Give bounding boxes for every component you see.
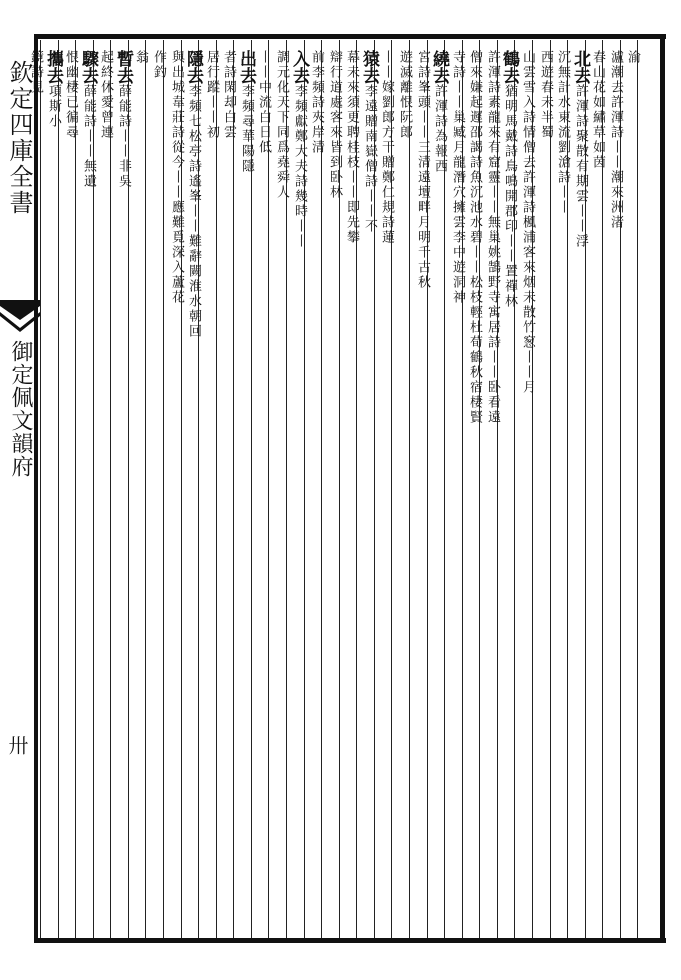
- column-text: 宮詩峯頭丨丨三清遠壇畔月明千古秋: [415, 50, 430, 290]
- text-column: [467, 50, 496, 930]
- entry-headword: 入去: [289, 50, 309, 84]
- book-title: 欽定四庫全書: [5, 60, 33, 216]
- column-text: 恨幽棲已徧尋: [63, 50, 78, 140]
- column-text: 辯行道處客來皆到卧林: [327, 50, 342, 200]
- column-text: 西遊春未半蜀: [538, 50, 553, 140]
- frame-bottom-border: [34, 938, 666, 943]
- text-column: [236, 50, 268, 930]
- text-column: [169, 50, 198, 930]
- text-column: [43, 50, 75, 930]
- entry-headword: 驟去: [78, 50, 98, 84]
- column-text: 與出城韋莊詩從今丨丨應難覓深入蘆花: [169, 50, 184, 305]
- text-column: [429, 50, 461, 930]
- section-title: 御定佩文韻府: [8, 340, 33, 478]
- text-column: [499, 50, 531, 930]
- text-column: [570, 50, 602, 930]
- column-text: 鏡詩見: [28, 50, 43, 95]
- column-text: 調元化天下同爲堯舜人: [274, 50, 289, 200]
- text-column: [555, 50, 584, 930]
- frame-right-border: [660, 34, 665, 943]
- text-column: [608, 50, 637, 930]
- column-text: 瀘潮去許渾詩丨丨潮來洲渚: [608, 50, 623, 230]
- entry-headword: 出去: [236, 50, 256, 84]
- text-column: [98, 50, 127, 930]
- text-column: [415, 50, 444, 930]
- text-column: [204, 50, 233, 930]
- column-text: 者詩閑却白雲: [221, 50, 236, 140]
- text-column: [289, 50, 321, 930]
- column-text: 丨丨嫁劉郎方干贈鄭仁規詩蓮: [379, 50, 394, 245]
- text-column: [590, 50, 619, 930]
- column-text: 渝: [625, 50, 640, 65]
- entry-headword: 鶴去: [499, 50, 519, 84]
- column-text: 項斯小: [46, 84, 61, 129]
- text-column: [183, 50, 215, 930]
- column-text: 春山花如繡草如茵: [590, 50, 605, 170]
- text-column: [327, 50, 356, 930]
- column-text: 作釣: [151, 50, 166, 80]
- text-column: [151, 50, 180, 930]
- frame-top-border: [34, 34, 666, 39]
- text-column: [538, 50, 567, 930]
- text-column: [63, 50, 92, 930]
- text-column: [28, 50, 57, 930]
- column-text: 猶明馬戴詩鳥鳴開郡印丨丨置禪林: [502, 84, 517, 309]
- column-text: 幕未來須更聘桂枝丨丨即先攀: [344, 50, 359, 245]
- column-text: 翁: [133, 50, 148, 65]
- column-text: 薛能詩丨丨非吳: [116, 84, 131, 189]
- column-text: 丨丨中流白日低: [256, 50, 271, 155]
- column-text: 李頻尋華陽隱: [239, 84, 254, 174]
- text-column: [274, 50, 303, 930]
- text-column: [133, 50, 162, 930]
- text-column: [450, 50, 479, 930]
- column-text: 僧來嫌起遲邵謁詩魚沉池水碧丨丨松枝輕杜荀鶴秋宿棲賢: [467, 50, 482, 425]
- entry-headword: 猿去: [359, 50, 379, 84]
- column-text: 沉無計水東流劉滄詩丨丨: [555, 50, 570, 215]
- text-column: [520, 50, 549, 930]
- column-text: 許渾詩聚散有期雲丨丨浮: [573, 84, 588, 249]
- text-column: [113, 50, 145, 930]
- column-text: 遊滅離恨阮郎: [397, 50, 412, 140]
- column-text: 居行蹤丨丨初: [204, 50, 219, 140]
- column-text: 山雲雪入詩情僧去許渾詩楓浦客來烟未散竹䆫丨丨月: [520, 50, 535, 395]
- column-text: 李頻七松亭詩遙峯丨丨難辭闕淮水朝回: [186, 84, 201, 339]
- column-text: 起終休愛曾連: [98, 50, 113, 140]
- entry-headword: 隱去: [183, 50, 203, 84]
- column-text: 許渾詩為報西: [432, 84, 447, 174]
- entry-headword: 暫去: [113, 50, 133, 84]
- column-text: 李遠贈南嶽僧詩丨丨不: [362, 84, 377, 234]
- page-marker: 卅: [5, 735, 29, 755]
- fishtail-mark-icon: [0, 300, 40, 336]
- column-text: 寺詩丨丨巢臧月龍潛穴擁雲李中遊洞神: [450, 50, 465, 305]
- column-text: 前李頻詩夾岸清: [309, 50, 324, 155]
- entry-headword: 攜去: [43, 50, 63, 84]
- text-column: [221, 50, 250, 930]
- text-column: [485, 50, 514, 930]
- column-text: 李頻獻鄭大夫詩幾時丨丨: [292, 84, 307, 249]
- text-column: [344, 50, 373, 930]
- entry-headword: 繞去: [429, 50, 449, 84]
- text-column: [359, 50, 391, 930]
- column-text: 薛能詩丨丨無遺: [81, 84, 96, 189]
- text-column: [78, 50, 110, 930]
- column-text: 許渾詩素龍來有窟靈丨丨無巢姚鵠野寺寓居詩丨丨卧看遠: [485, 50, 500, 425]
- text-column: [397, 50, 426, 930]
- text-column: [379, 50, 408, 930]
- text-column: [625, 50, 654, 930]
- text-column: [309, 50, 338, 930]
- text-column: [256, 50, 285, 930]
- entry-headword: 北去: [570, 50, 590, 84]
